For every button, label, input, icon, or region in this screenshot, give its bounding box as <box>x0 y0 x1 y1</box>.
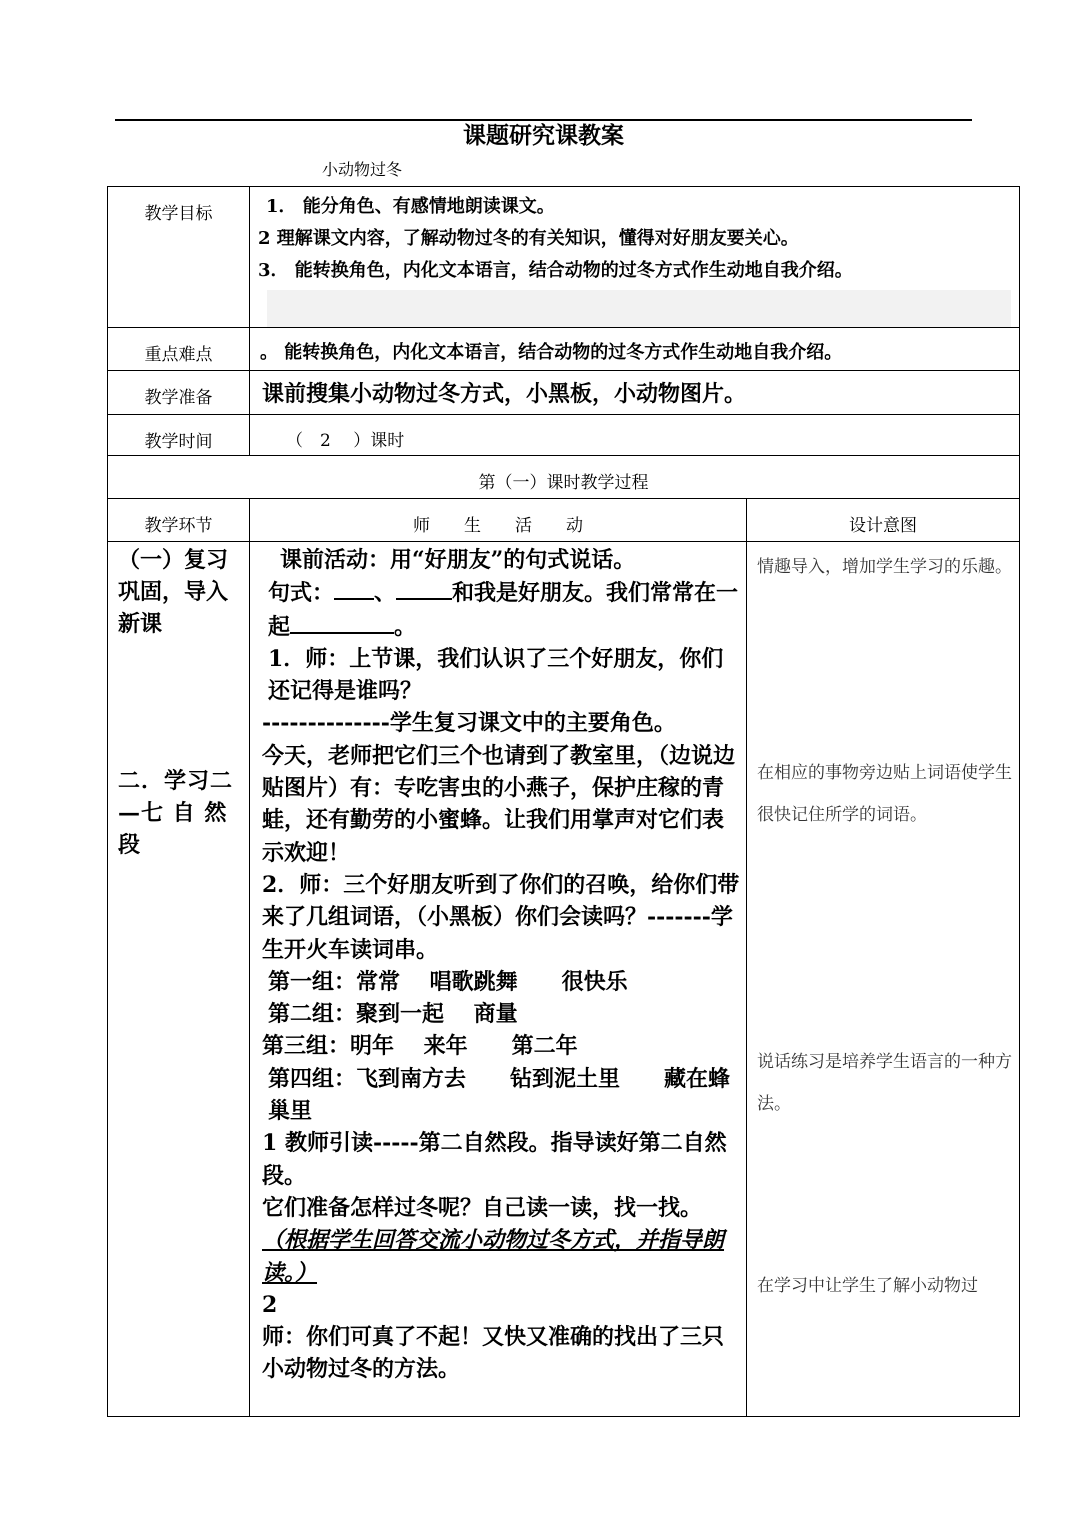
fill-blank <box>334 576 374 600</box>
word-group: 第三组：明年 来年 第二年 <box>262 1033 578 1060</box>
header-row <box>108 499 1020 542</box>
activity-line: 1．师：上节课，我们认识了三个好朋友，你们还记得是谁吗？ <box>268 645 724 705</box>
intent-note: 在学习中让学生了解小动物过 <box>757 1276 978 1296</box>
activity-note: （根据学生回答交流小动物过冬方式，并指导朗读。） <box>262 1227 725 1286</box>
intent-note: 情趣导入，增加学生学习的乐趣。 <box>757 557 1012 577</box>
shaded-blank <box>267 290 1011 327</box>
fill-blank <box>396 576 452 600</box>
activity-line: 1 教师引读-----第二自然段。指导读好第二自然段。 <box>262 1130 727 1189</box>
lesson-plan-table <box>107 186 1020 1417</box>
word-group: 第四组：飞到南方去 钻到泥土里 藏在蜂巢里 <box>268 1065 731 1125</box>
activity-line: 师：你们可真了不起！又快又准确的找出了三只小动物过冬的方法。 <box>262 1324 725 1383</box>
lesson-subtitle: 小动物过冬 <box>322 160 403 179</box>
stage-review: （一）复习巩固，导入新课 <box>118 547 229 637</box>
goal-item: 3． 能转换角色，内化文本语言，结合动物的过冬方式作生动地自我介绍。 <box>258 260 853 281</box>
intent-cell <box>747 542 1020 1417</box>
activity-line: 课前活动：用“好朋友”的句式说话。 <box>280 547 636 573</box>
stage-cell <box>108 542 250 1417</box>
prep-text: 课前搜集小动物过冬方式，小黑板，小动物图片。 <box>250 371 1020 415</box>
time-label: 教学时间 <box>108 415 250 456</box>
goals-label: 教学目标 <box>108 187 250 328</box>
intent-header: 设计意图 <box>747 499 1020 542</box>
key-row <box>108 328 1020 371</box>
goals-cell <box>250 187 1020 328</box>
stage-learn: 二．学习二—七 自 然 段 <box>118 768 234 858</box>
time-row <box>108 415 1020 456</box>
key-text: 。 能转换角色，内化文本语言，结合动物的过冬方式作生动地自我介绍。 <box>250 328 1020 371</box>
time-text: （ 2 ）课时 <box>250 415 1020 456</box>
goal-item: 2 理解课文内容，了解动物过冬的有关知识，懂得对好朋友要关心。 <box>258 228 799 249</box>
content-row <box>108 542 1020 1417</box>
process-title-row <box>108 456 1020 499</box>
word-group: 第二组：聚到一起 商量 <box>268 1001 518 1028</box>
sentence-pattern: 句式： 、 和我是好朋友。我们常常在一起 。 <box>262 576 742 643</box>
fill-blank <box>290 610 394 634</box>
key-label: 重点难点 <box>108 328 250 371</box>
stage-header: 教学环节 <box>108 499 250 542</box>
intent-note: 在相应的事物旁边贴上词语使学生很快记住所学的词语。 <box>757 763 1012 825</box>
activity-line: 今天，老师把它们三个也请到了教室里，（边说边贴图片）有：专吃害虫的小燕子，保护庄稼的青蛙，还有勤劳的小蜜蜂。让我们用掌声对它们表示欢迎！ <box>262 742 736 866</box>
activity-line: 2．师：三个好朋友听到了你们的召唤，给你们带来了几组词语，（小黑板）你们会读吗？-------学生开火车读词串。 <box>262 871 740 963</box>
page-title: 课题研究课教案 <box>463 122 624 149</box>
activity-line: 2 <box>262 1291 278 1318</box>
prep-label: 教学准备 <box>108 371 250 415</box>
prep-row <box>108 371 1020 415</box>
goals-row <box>108 187 1020 328</box>
word-group: 第一组：常常 唱歌跳舞 很快乐 <box>268 968 628 995</box>
intent-note: 说话练习是培养学生语言的一种方法。 <box>757 1052 1012 1114</box>
activity-line: --------------学生复习课文中的主要角色。 <box>262 710 676 737</box>
activity-cell <box>250 542 747 1417</box>
activity-header: 师 生 活 动 <box>250 499 747 542</box>
goal-item: 1． 能分角色、有感情地朗读课文。 <box>266 196 555 217</box>
activity-line: 它们准备怎样过冬呢？自己读一读，找一找。 <box>262 1194 703 1221</box>
process-title: 第（一）课时教学过程 <box>108 456 1020 499</box>
